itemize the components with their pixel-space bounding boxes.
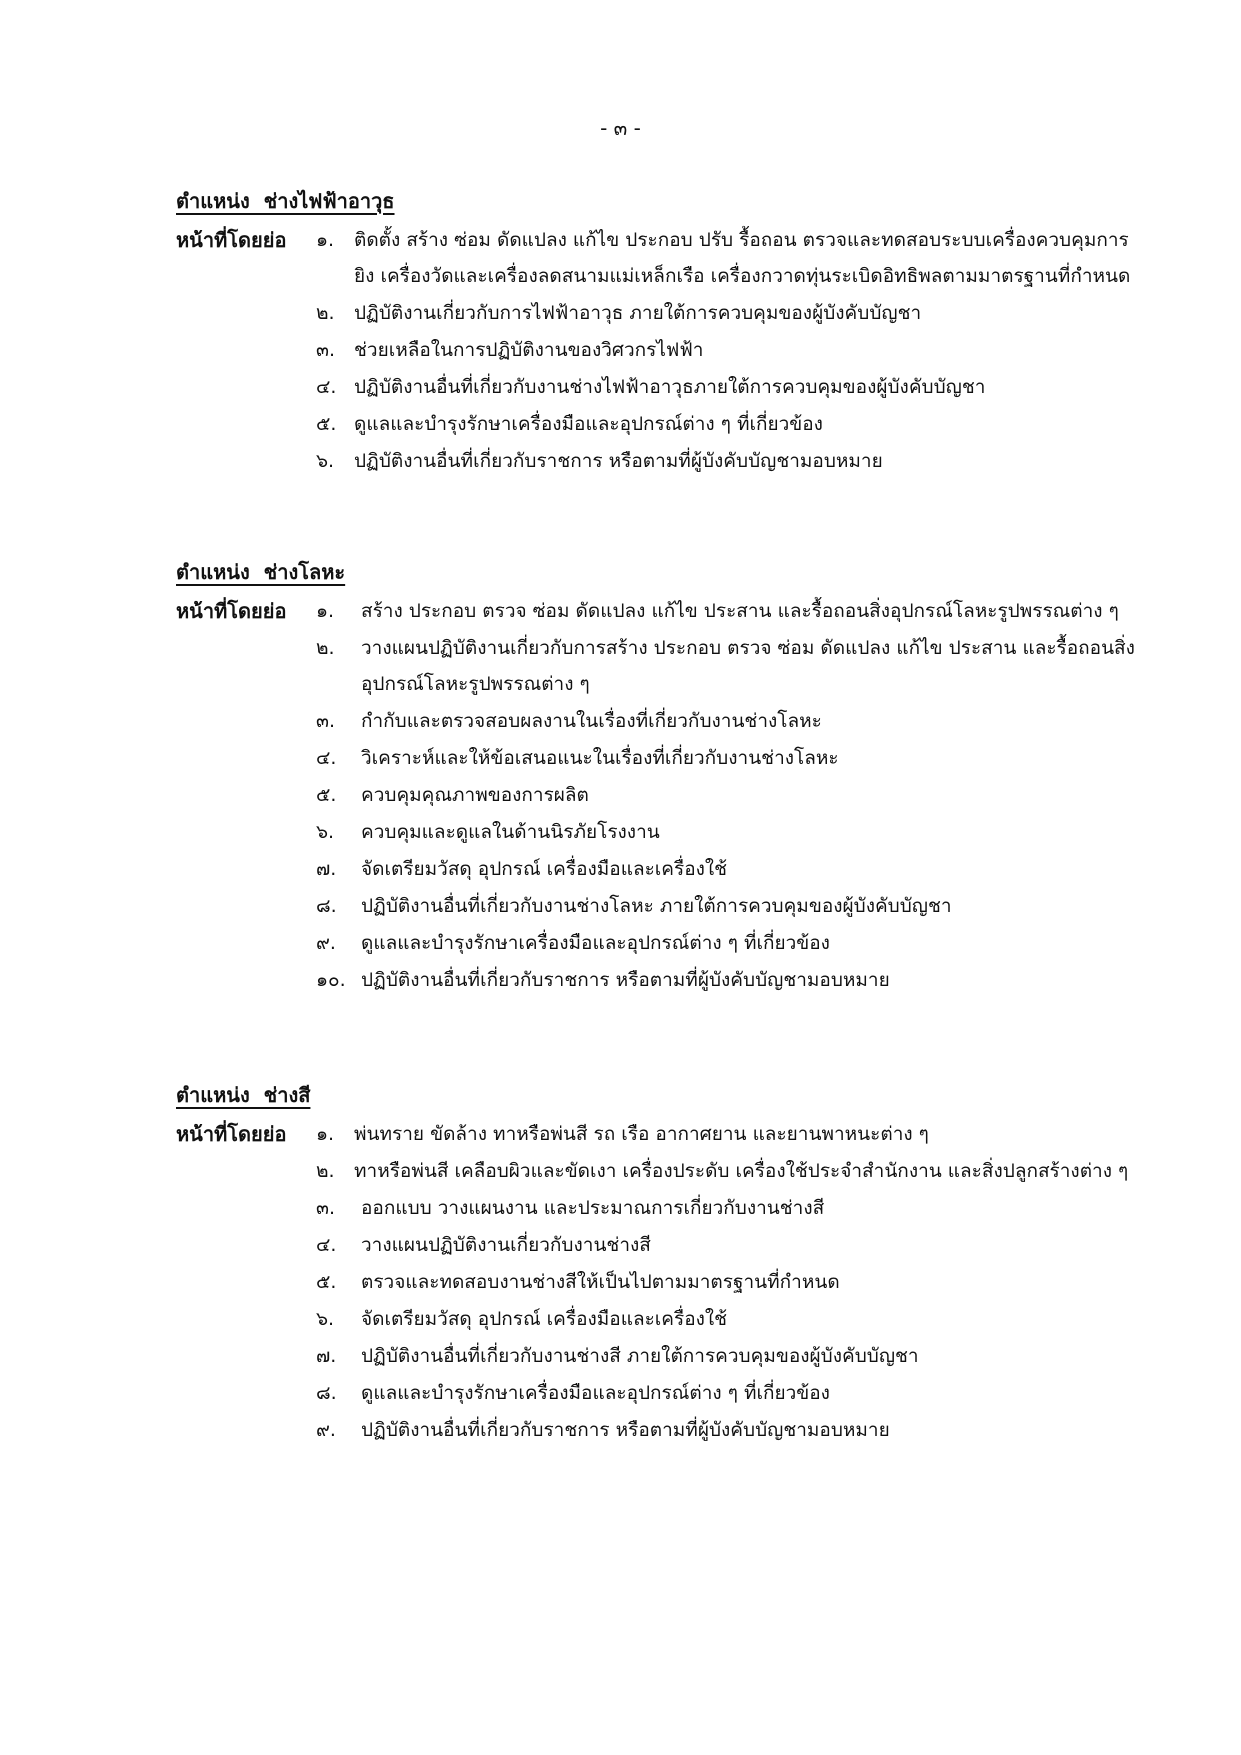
item-number: ๔.	[316, 747, 337, 769]
list-item	[316, 1301, 1136, 1337]
list-item	[316, 332, 1136, 368]
section-weapon-electrician	[176, 184, 1136, 480]
section-metalworker	[176, 555, 1136, 999]
item-number: ๗.	[316, 1345, 337, 1367]
item-text: ปฏิบัติงานอื่นที่เกี่ยวกับงานช่างสี ภายใต้การควบคุมของผู้บังคับบัญชา	[361, 1345, 919, 1367]
list-item	[316, 703, 1136, 739]
duty-block	[176, 222, 1136, 480]
item-number: ๔.	[316, 1234, 337, 1256]
item-number: ๑.	[316, 229, 335, 251]
item-number: ๒.	[316, 1160, 335, 1182]
list-item	[316, 1375, 1136, 1411]
duty-label: หน้าที่โดยย่อ	[176, 599, 287, 623]
section-heading: ตำแหน่ง ช่างไฟฟ้าอาวุธ	[176, 189, 395, 213]
list-item	[316, 406, 1136, 442]
page-number: - ๓ -	[600, 116, 641, 140]
item-number: ๕.	[316, 1271, 337, 1293]
item-number: ๒.	[316, 637, 335, 659]
item-number: ๘.	[316, 1382, 337, 1404]
duty-list	[316, 593, 1136, 999]
item-number: ๔.	[316, 376, 337, 398]
list-item	[316, 925, 1136, 961]
item-number: ๓.	[316, 339, 336, 361]
list-item	[316, 814, 1136, 850]
item-text: ดูแลและบำรุงรักษาเครื่องมือและอุปกรณ์ต่าง ๆ ที่เกี่ยวข้อง	[354, 413, 823, 435]
item-number: ๘.	[316, 895, 337, 917]
list-item	[316, 777, 1136, 813]
list-item	[316, 593, 1136, 629]
item-text: ออกแบบ วางแผนงาน และประมาณการเกี่ยวกับงานช่างสี	[361, 1197, 825, 1219]
duty-block	[176, 1116, 1136, 1449]
item-number: ๓.	[316, 710, 336, 732]
item-text: ปฏิบัติงานอื่นที่เกี่ยวกับราชการ หรือตามที่ผู้บังคับบัญชามอบหมาย	[354, 450, 883, 472]
list-item	[316, 295, 1136, 331]
item-number: ๑.	[316, 1123, 335, 1145]
item-text: ทาหรือพ่นสี เคลือบผิวและขัดเงา เครื่องประดับ เครื่องใช้ประจำสำนักงาน และสิ่งปลูกสร้างต่าง ๆ	[354, 1160, 1129, 1182]
item-text: จัดเตรียมวัสดุ อุปกรณ์ เครื่องมือและเครื่องใช้	[361, 858, 728, 880]
item-text: ปฏิบัติงานอื่นที่เกี่ยวกับงานช่างไฟฟ้าอาวุธภายใต้การควบคุมของผู้บังคับบัญชา	[354, 376, 986, 398]
duty-list	[316, 222, 1136, 480]
duty-list	[316, 1116, 1136, 1449]
item-number: ๕.	[316, 413, 337, 435]
item-text: ช่วยเหลือในการปฏิบัติงานของวิศวกรไฟฟ้า	[354, 339, 704, 361]
list-item	[316, 1227, 1136, 1263]
item-text: ปฏิบัติงานอื่นที่เกี่ยวกับราชการ หรือตามที่ผู้บังคับบัญชามอบหมาย	[361, 1419, 890, 1441]
item-text: พ่นทราย ขัดล้าง ทาหรือพ่นสี รถ เรือ อากาศยาน และยานพาหนะต่าง ๆ	[354, 1123, 929, 1145]
list-item	[316, 443, 1136, 479]
list-item	[316, 851, 1136, 887]
item-text: จัดเตรียมวัสดุ อุปกรณ์ เครื่องมือและเครื่องใช้	[361, 1308, 728, 1330]
item-text: ควบคุมคุณภาพของการผลิต	[361, 784, 589, 806]
item-text: ควบคุมและดูแลในด้านนิรภัยโรงงาน	[361, 821, 660, 843]
section-heading: ตำแหน่ง ช่างสี	[176, 1083, 311, 1107]
list-item	[316, 222, 1136, 294]
item-text: วิเคราะห์และให้ข้อเสนอแนะในเรื่องที่เกี่ยวกับงานช่างโลหะ	[361, 747, 839, 769]
item-number: ๙.	[316, 1419, 336, 1441]
section-heading: ตำแหน่ง ช่างโลหะ	[176, 560, 346, 584]
list-item	[316, 1338, 1136, 1374]
item-number: ๖.	[316, 450, 335, 472]
duty-label: หน้าที่โดยย่อ	[176, 1122, 287, 1146]
item-text: ปฏิบัติงานอื่นที่เกี่ยวกับงานช่างโลหะ ภายใต้การควบคุมของผู้บังคับบัญชา	[361, 895, 952, 917]
list-item	[316, 1190, 1136, 1226]
item-number: ๙.	[316, 932, 336, 954]
list-item	[316, 1153, 1136, 1189]
item-text: สร้าง ประกอบ ตรวจ ซ่อม ดัดแปลง แก้ไข ประสาน และรื้อถอนสิ่งอุปกรณ์โลหะรูปพรรณต่าง ๆ	[361, 600, 1119, 622]
item-number: ๑.	[316, 600, 335, 622]
item-text: ปฏิบัติงานอื่นที่เกี่ยวกับราชการ หรือตามที่ผู้บังคับบัญชามอบหมาย	[361, 969, 890, 991]
item-number: ๖.	[316, 821, 335, 843]
list-item	[316, 740, 1136, 776]
list-item	[316, 1116, 1136, 1152]
item-number: ๖.	[316, 1308, 335, 1330]
duty-block	[176, 593, 1136, 999]
item-number: ๕.	[316, 784, 337, 806]
list-item	[316, 1412, 1136, 1448]
list-item	[316, 1264, 1136, 1300]
item-number: ๗.	[316, 858, 337, 880]
list-item	[316, 962, 1136, 998]
item-text: ตรวจและทดสอบงานช่างสีให้เป็นไปตามมาตรฐานที่กำหนด	[361, 1271, 840, 1293]
item-number: ๓.	[316, 1197, 336, 1219]
item-text: ปฏิบัติงานเกี่ยวกับการไฟฟ้าอาวุธ ภายใต้การควบคุมของผู้บังคับบัญชา	[354, 302, 922, 324]
list-item	[316, 630, 1136, 702]
item-number: ๑๐.	[316, 969, 346, 991]
list-item	[316, 888, 1136, 924]
duty-label: หน้าที่โดยย่อ	[176, 228, 287, 252]
item-text: วางแผนปฏิบัติงานเกี่ยวกับงานช่างสี	[361, 1234, 651, 1256]
item-number: ๒.	[316, 302, 335, 324]
item-text: ติดตั้ง สร้าง ซ่อม ดัดแปลง แก้ไข ประกอบ ปรับ รื้อถอน ตรวจและทดสอบระบบเครื่องควบคุมการยิง เครื่องวัดและเครื่องลดสนามแม่เหล็กเรือ เครื่องกวาดทุ่นระเบิดอิทธิพลตามมาตรฐานที่กำหนด	[354, 229, 1131, 287]
item-text: วางแผนปฏิบัติงานเกี่ยวกับการสร้าง ประกอบ ตรวจ ซ่อม ดัดแปลง แก้ไข ประสาน และรื้อถอนสิ่งอุปกรณ์โลหะรูปพรรณต่าง ๆ	[361, 637, 1135, 695]
list-item	[316, 369, 1136, 405]
section-painter	[176, 1078, 1136, 1449]
item-text: กำกับและตรวจสอบผลงานในเรื่องที่เกี่ยวกับงานช่างโลหะ	[361, 710, 822, 732]
item-text: ดูแลและบำรุงรักษาเครื่องมือและอุปกรณ์ต่าง ๆ ที่เกี่ยวข้อง	[361, 932, 830, 954]
item-text: ดูแลและบำรุงรักษาเครื่องมือและอุปกรณ์ต่าง ๆ ที่เกี่ยวข้อง	[361, 1382, 830, 1404]
